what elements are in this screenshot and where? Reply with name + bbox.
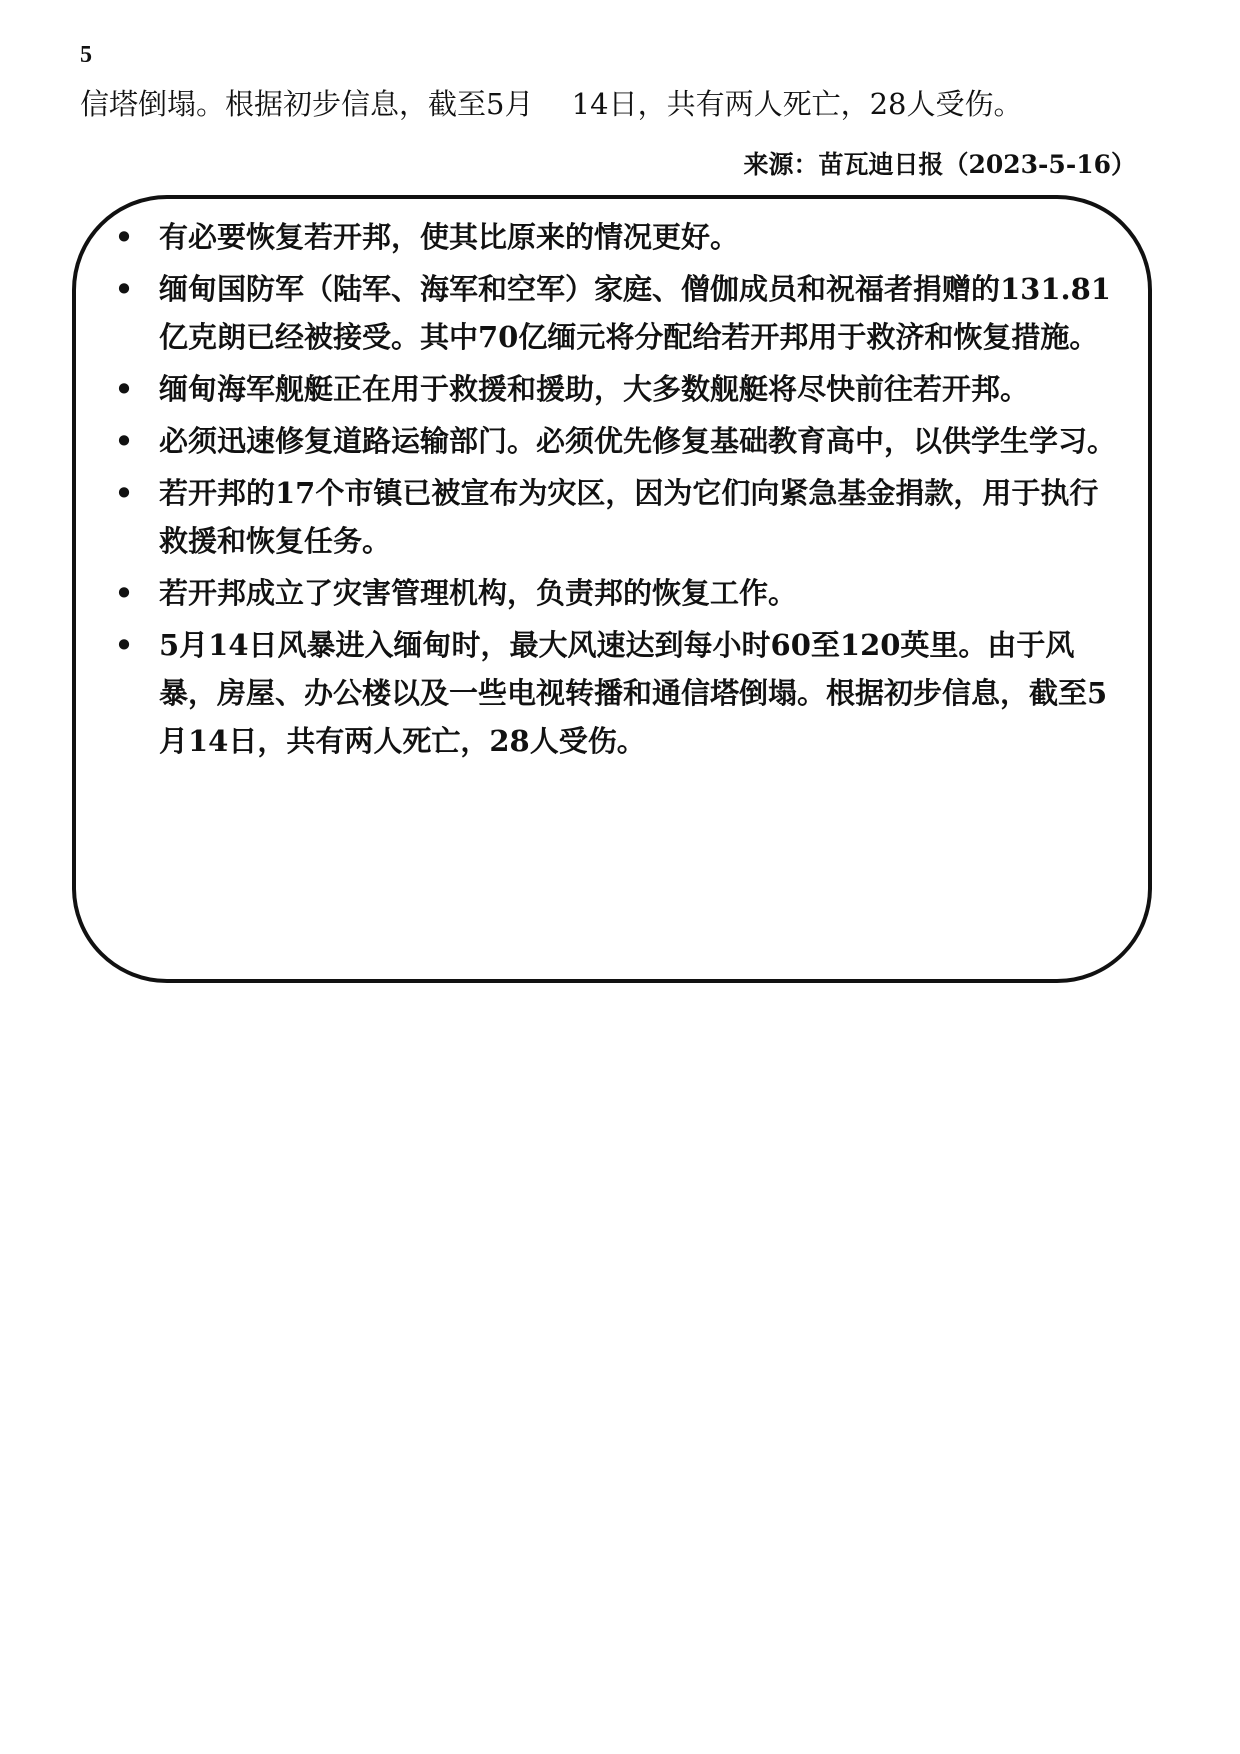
source-citation: 来源：苗瓦迪日报（2023-5-16）: [743, 150, 1136, 179]
page-number: 5: [80, 42, 92, 68]
list-item: [109, 365, 1119, 413]
list-item-text: 缅甸海军舰艇正在用于救援和援助，大多数舰艇将尽快前往若开邦。: [159, 372, 1030, 406]
bullet-icon: •: [114, 272, 134, 306]
list-item-text: 若开邦的17个市镇已被宣布为灾区，因为它们向紧急基金捐款，用于执行救援和恢复任务。: [159, 476, 1099, 558]
list-item-text: 必须迅速修复道路运输部门。必须优先修复基础教育高中，以供学生学习。: [159, 424, 1117, 458]
bullet-icon: •: [114, 476, 134, 510]
list-item-text: 有必要恢复若开邦，使其比原来的情况更好。: [159, 220, 740, 254]
bullet-icon: •: [114, 628, 134, 662]
list-item-text: 缅甸国防军（陆军、海军和空军）家庭、僧伽成员和祝福者捐赠的131.81亿克朗已经被接受。其中70亿缅元将分配给若开邦用于救济和恢复措施。: [159, 272, 1111, 354]
list-item: [109, 265, 1119, 361]
summary-box: [72, 195, 1152, 983]
list-item: [109, 469, 1119, 565]
continued-paragraph: 信塔倒塌。根据初步信息，截至5月 14日，共有两人死亡，28人受伤。: [80, 87, 1023, 121]
list-item-text: 若开邦成立了灾害管理机构，负责邦的恢复工作。: [159, 576, 798, 610]
list-item: [109, 417, 1119, 465]
bullet-icon: •: [114, 220, 134, 254]
list-item: [109, 213, 1119, 261]
bullet-icon: •: [114, 372, 134, 406]
list-item-text: 5月14日风暴进入缅甸时，最大风速达到每小时60至120英里。由于风暴，房屋、办公楼以及一些电视转播和通信塔倒塌。根据初步信息，截至5月14日，共有两人死亡，28人受伤。: [159, 628, 1108, 758]
bullet-icon: •: [114, 576, 134, 610]
bullet-icon: •: [114, 424, 134, 458]
summary-list: [109, 213, 1119, 769]
list-item: [109, 569, 1119, 617]
list-item: [109, 621, 1119, 765]
